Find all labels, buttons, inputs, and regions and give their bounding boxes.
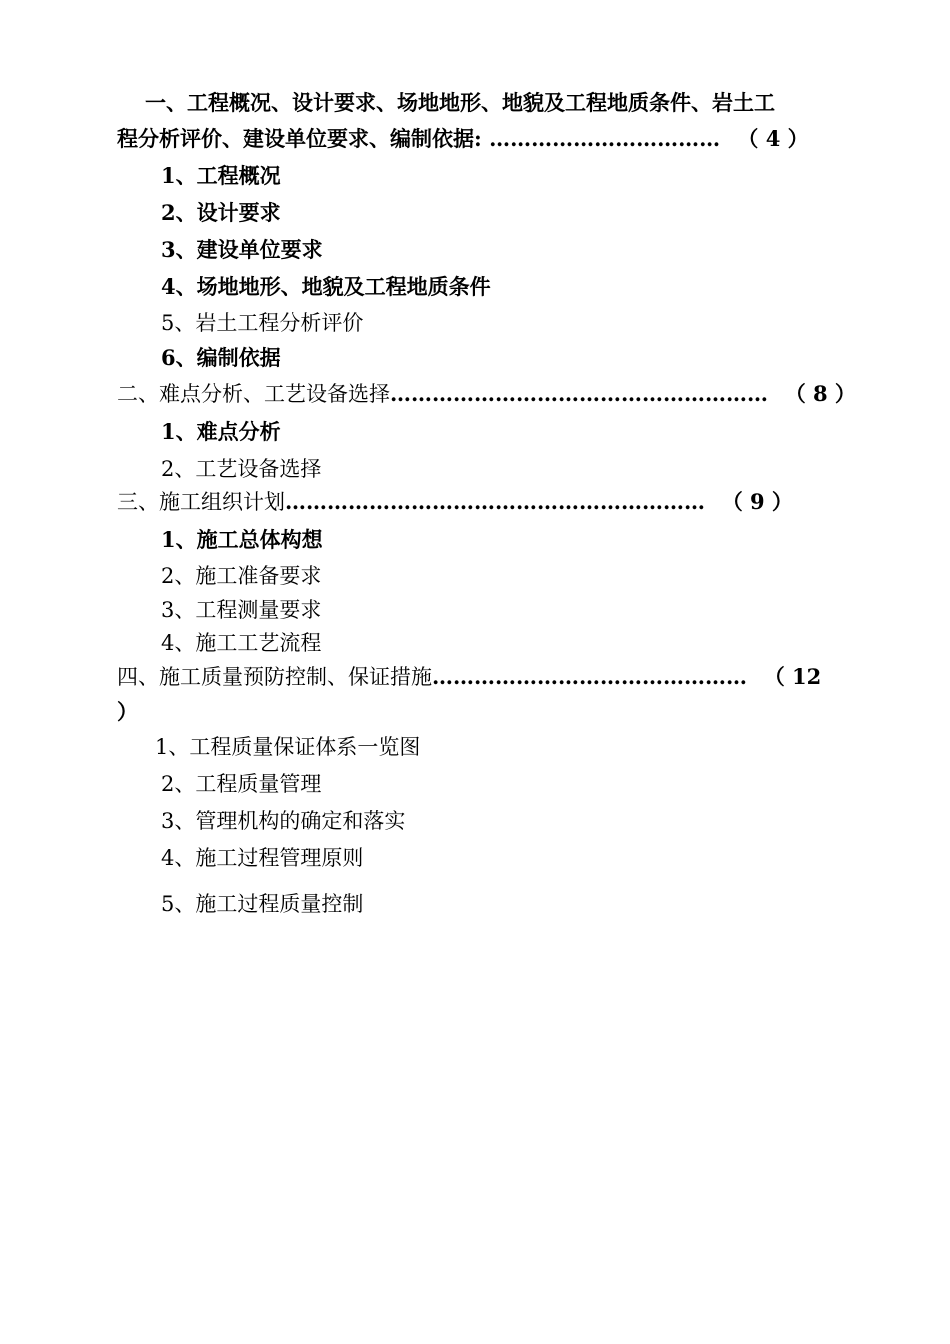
toc-section-2-leader: ……………………………………………… xyxy=(390,381,768,406)
toc-section-1-item-6: 6、编制依据 xyxy=(161,345,281,370)
toc-section-4-item-5: 5、施工过程质量控制 xyxy=(161,892,364,916)
toc-section-4-item-1: 1、工程质量保证体系一览图 xyxy=(155,735,421,759)
toc-section-1-title-line-1 xyxy=(145,89,775,117)
toc-section-3-item-1: 1、施工总体构想 xyxy=(161,527,323,552)
toc-section-4-item-4: 4、施工过程管理原则 xyxy=(161,846,364,870)
toc-section-1-item-1: 1、工程概况 xyxy=(161,163,281,188)
toc-section-2-item-2: 2、工艺设备选择 xyxy=(161,457,322,481)
toc-section-2-title: 二、难点分析、工艺设备选择 xyxy=(117,382,390,406)
toc-section-2-page-number: （ 8 ） xyxy=(784,381,856,406)
toc-section-1-title-text-1: 一、工程概况、设计要求、场地地形、地貌及工程地质条件、岩土工 xyxy=(145,90,775,115)
toc-section-4-title: 四、施工质量预防控制、保证措施 xyxy=(117,665,432,689)
toc-section-3-page-number: （ 9 ） xyxy=(721,489,793,514)
toc-section-1-title-line-2 xyxy=(117,125,809,153)
toc-section-1-leader: …………………………… xyxy=(489,126,721,151)
toc-section-1-page-number: （ 4 ） xyxy=(737,126,809,151)
toc-section-4-leader: ……………………………………… xyxy=(432,664,747,689)
toc-section-3-title-row xyxy=(117,488,793,516)
toc-section-4-page-close: ） xyxy=(117,699,138,724)
toc-section-3-item-4: 4、施工工艺流程 xyxy=(161,631,322,655)
toc-section-1-item-3: 3、建设单位要求 xyxy=(161,237,323,262)
toc-section-4-page-number: （ 12 xyxy=(763,664,822,689)
toc-section-1-title-text-2: 程分析评价、建设单位要求、编制依据: xyxy=(117,126,482,151)
toc-section-4-title-row xyxy=(117,663,821,691)
toc-section-4-item-2: 2、工程质量管理 xyxy=(161,772,322,796)
toc-section-3-leader: …………………………………………………… xyxy=(285,489,705,514)
toc-section-3-item-3: 3、工程测量要求 xyxy=(161,598,322,622)
toc-section-3-title: 三、施工组织计划 xyxy=(117,490,285,514)
toc-section-4-item-3: 3、管理机构的确定和落实 xyxy=(161,809,406,833)
toc-section-3-item-2: 2、施工准备要求 xyxy=(161,564,322,588)
toc-section-1-item-4: 4、场地地形、地貌及工程地质条件 xyxy=(161,274,491,299)
toc-section-1-item-5: 5、岩土工程分析评价 xyxy=(161,311,364,335)
toc-section-2-title-row xyxy=(117,380,856,408)
toc-section-2-item-1: 1、难点分析 xyxy=(161,419,281,444)
toc-section-1-item-2: 2、设计要求 xyxy=(161,200,281,225)
